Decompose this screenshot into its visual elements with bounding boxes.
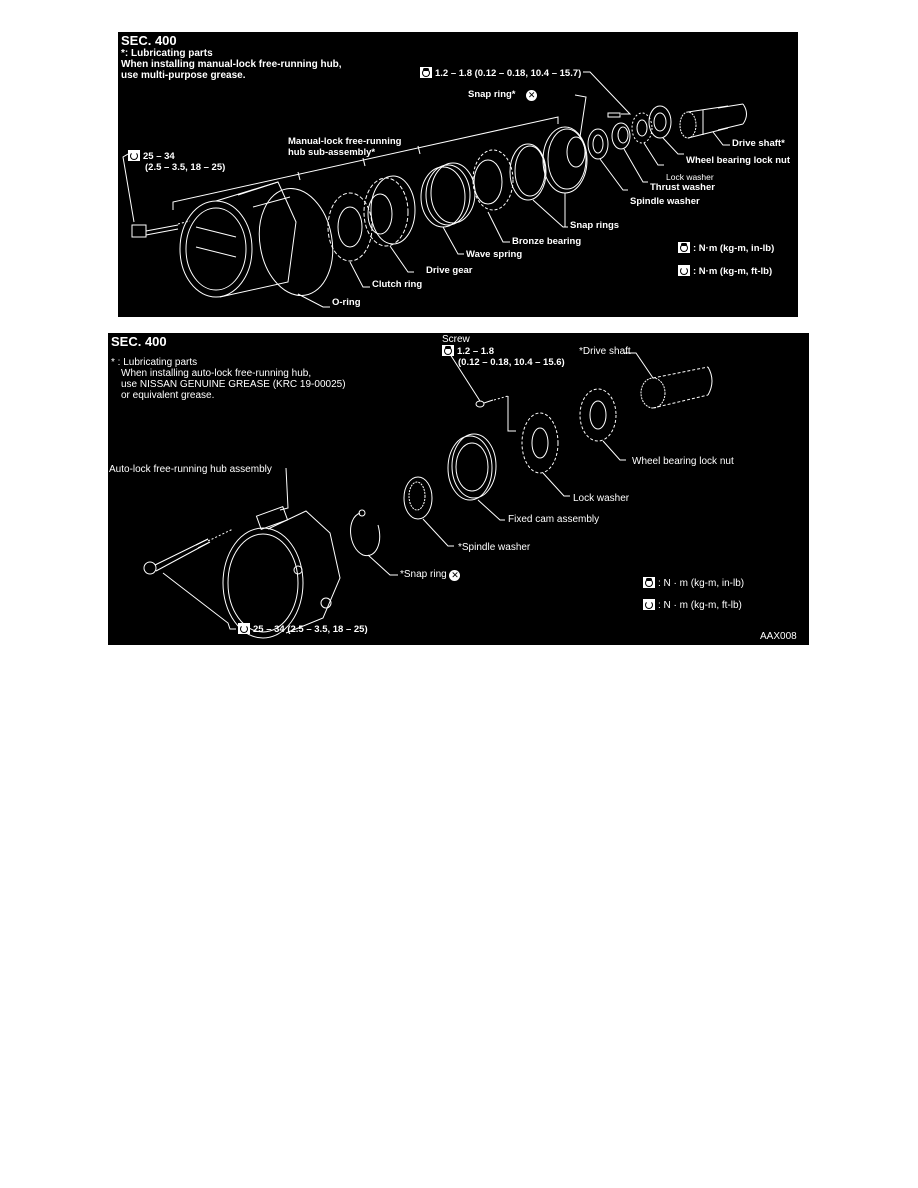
part-label-snap-ring: Snap ring* ✕ <box>468 89 536 100</box>
part-label-drive-shaft: Drive shaft* <box>732 138 785 149</box>
bolt-torque-spec-units: (2.5 – 3.5, 18 – 25) <box>145 162 226 173</box>
torque-in-lb-icon <box>442 345 454 356</box>
screw-torque-spec: 1.2 – 1.8 <box>442 345 494 358</box>
screw-torque-spec: 1.2 – 1.8 (0.12 – 0.18, 10.4 – 15.7) <box>420 67 581 80</box>
section-number: SEC. 400 <box>121 33 177 48</box>
legend-in-lb: : N·m (kg-m, in-lb) <box>678 242 774 255</box>
lubricating-note: When installing auto-lock free-running hub, <box>121 368 312 379</box>
bolt-torque-spec: 25 – 34 (2.5 – 3.5, 18 – 25) <box>238 623 368 636</box>
part-label-wave-spring: Wave spring <box>466 249 523 260</box>
part-label-o-ring: O-ring <box>332 297 361 308</box>
non-reusable-icon: ✕ <box>451 570 459 580</box>
lubricating-note: or equivalent grease. <box>121 390 215 401</box>
torque-ft-lb-icon <box>643 599 655 610</box>
legend-ft-lb: : N·m (kg-m, ft-lb) <box>678 265 772 278</box>
part-label-snap-ring: *Snap ring ✕ <box>400 569 459 580</box>
torque-in-lb-icon <box>420 67 432 78</box>
part-label-bronze-bearing: Bronze bearing <box>512 236 582 247</box>
legend-in-lb: : N · m (kg-m, in-lb) <box>643 577 744 590</box>
part-label-drive-shaft: *Drive shaft <box>579 346 631 357</box>
lubricating-note: *: Lubricating parts <box>121 48 213 59</box>
bolt-torque-spec: 25 – 34 <box>128 150 175 163</box>
section-number: SEC. 400 <box>111 334 167 349</box>
torque-ft-lb-icon <box>678 265 690 276</box>
subassembly-label: hub sub-assembly* <box>288 147 376 158</box>
part-label-wheel-bearing-lock-nut: Wheel bearing lock nut <box>632 456 734 467</box>
lubricating-note: use multi-purpose grease. <box>121 70 246 81</box>
auto-lock-hub-diagram <box>108 333 809 645</box>
legend-ft-lb: : N · m (kg-m, ft-lb) <box>643 599 742 612</box>
screw-torque-spec-units: (0.12 – 0.18, 10.4 – 15.6) <box>458 357 565 368</box>
part-label-lock-washer: Lock washer <box>666 172 714 182</box>
torque-in-lb-icon <box>643 577 655 588</box>
figure-id: AAX008 <box>760 631 797 642</box>
lubricating-note: use NISSAN GENUINE GREASE (KRC 19-00025) <box>121 379 346 390</box>
part-label-lock-washer: Lock washer <box>573 493 630 504</box>
torque-ft-lb-icon <box>238 623 250 634</box>
part-label-wheel-bearing-lock-nut: Wheel bearing lock nut <box>686 155 790 166</box>
torque-ft-lb-icon <box>128 150 140 161</box>
lubricating-note: When installing manual-lock free-running hub, <box>121 59 342 70</box>
torque-in-lb-icon <box>678 242 690 253</box>
lubricating-note: * : Lubricating parts <box>111 357 198 368</box>
non-reusable-icon: ✕ <box>527 90 536 100</box>
part-label-snap-rings: Snap rings <box>570 220 620 231</box>
part-label-spindle-washer: Spindle washer <box>630 196 700 207</box>
subassembly-label: Manual-lock free-running <box>288 136 402 147</box>
part-label-hub-assembly: Auto-lock free-running hub assembly <box>109 464 272 475</box>
part-label-drive-gear: Drive gear <box>426 265 473 276</box>
part-label-clutch-ring: Clutch ring <box>372 279 423 290</box>
part-label-thrust-washer: Thrust washer <box>650 182 715 193</box>
screw-label: Screw <box>442 334 470 345</box>
part-label-fixed-cam-assembly: Fixed cam assembly <box>508 514 600 525</box>
part-label-spindle-washer: *Spindle washer <box>458 542 531 553</box>
manual-lock-hub-diagram <box>118 32 798 317</box>
